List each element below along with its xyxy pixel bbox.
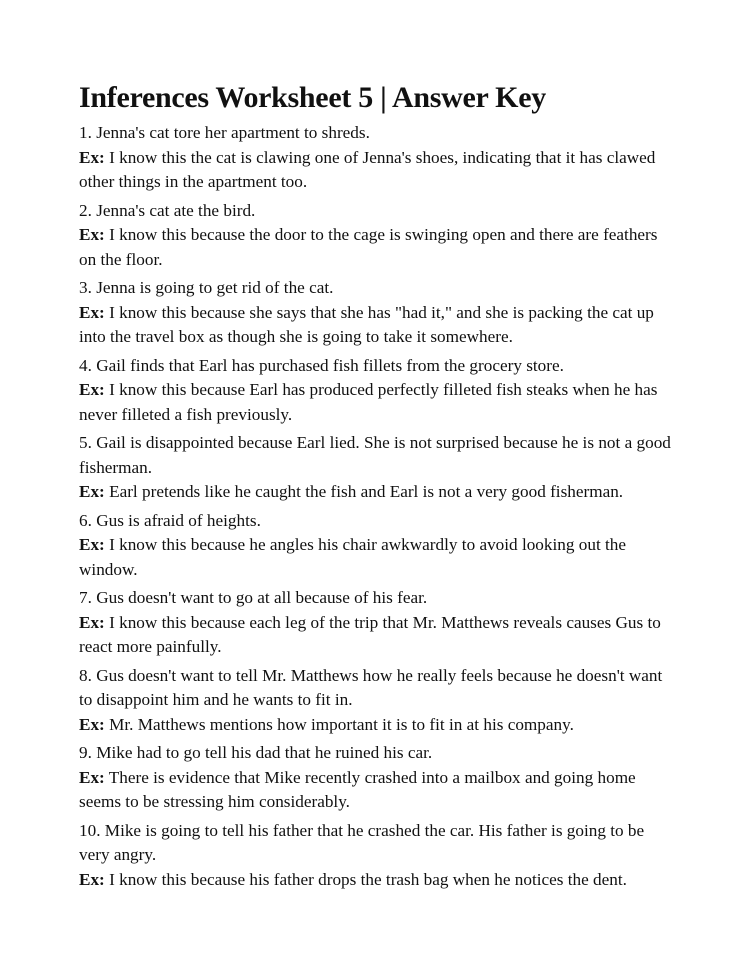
answer-item [79,354,677,428]
explanation [79,868,677,893]
explanation-text: I know this because Earl has produced perfectly filleted fish steaks when he has never filleted a fish previously. [79,380,658,424]
explanation [79,480,677,505]
answer-text: 9. Mike had to go tell his dad that he ruined his car. [79,743,433,762]
explanation-text: Earl pretends like he caught the fish and Earl is not a very good fisherman. [109,482,624,501]
answer-text: 2. Jenna's cat ate the bird. [79,200,256,220]
explanation-text: Mr. Matthews mentions how important it is to fit in at his company. [109,714,574,734]
answer-text: 5. Gail is disappointed because Earl lied. She is not surprised because he is not a good fisherman. [79,433,671,477]
ex-label: Ex: [79,767,105,787]
answer-item [79,664,677,738]
page-title: Inferences Worksheet 5 | Answer Key [79,81,546,114]
ex-label: Ex: [79,612,105,632]
explanation [79,611,677,660]
explanation-text: I know this because she says that she has "had it," and she is packing the cat up into the travel box as though she is going to take it somewhere. [79,302,654,346]
ex-label: Ex: [79,302,105,322]
ex-label: Ex: [79,869,105,889]
explanation-text: I know this because each leg of the trip that Mr. Matthews reveals causes Gus to react more painfully. [79,612,661,656]
explanation [79,533,677,582]
answer-text: 10. Mike is going to tell his father that he crashed the car. His father is going to be very angry. [79,820,645,864]
explanation [79,378,677,427]
answer-text: 6. Gus is afraid of heights. [79,510,261,530]
answer-item [79,431,677,505]
explanation-text: There is evidence that Mike recently crashed into a mailbox and going home seems to be stressing him considerably. [79,767,636,811]
explanation [79,713,677,738]
answer-item [79,819,677,893]
answer-item [79,199,677,273]
answer-item [79,741,677,815]
ex-label: Ex: [79,380,105,399]
explanation [79,301,677,350]
ex-label: Ex: [79,535,105,554]
ex-label: Ex: [79,482,105,501]
answer-list [79,121,677,892]
ex-label: Ex: [79,225,105,244]
answer-text: 7. Gus doesn't want to go at all because of his fear. [79,588,428,607]
answer-item [79,586,677,660]
answer-item [79,509,677,583]
explanation [79,146,677,195]
explanation [79,766,677,815]
answer-text: 3. Jenna is going to get rid of the cat. [79,278,334,297]
answer-text: 8. Gus doesn't want to tell Mr. Matthews how he really feels because he doesn't want to disappoint him and he wants to fit in. [79,665,663,709]
answer-text: 4. Gail finds that Earl has purchased fish fillets from the grocery store. [79,355,564,375]
worksheet-page [79,80,677,896]
answer-text: 1. Jenna's cat tore her apartment to shreds. [79,123,370,142]
answer-item [79,121,677,195]
answer-item [79,276,677,350]
explanation [79,223,677,272]
ex-label: Ex: [79,147,105,167]
explanation-text: I know this because the door to the cage is swinging open and there are feathers on the floor. [79,225,658,269]
explanation-text: I know this because he angles his chair awkwardly to avoid looking out the window. [79,535,627,579]
explanation-text: I know this the cat is clawing one of Jenna's shoes, indicating that it has clawed other things in the apartment too. [79,147,656,191]
explanation-text: I know this because his father drops the trash bag when he notices the dent. [109,869,627,889]
ex-label: Ex: [79,714,105,734]
